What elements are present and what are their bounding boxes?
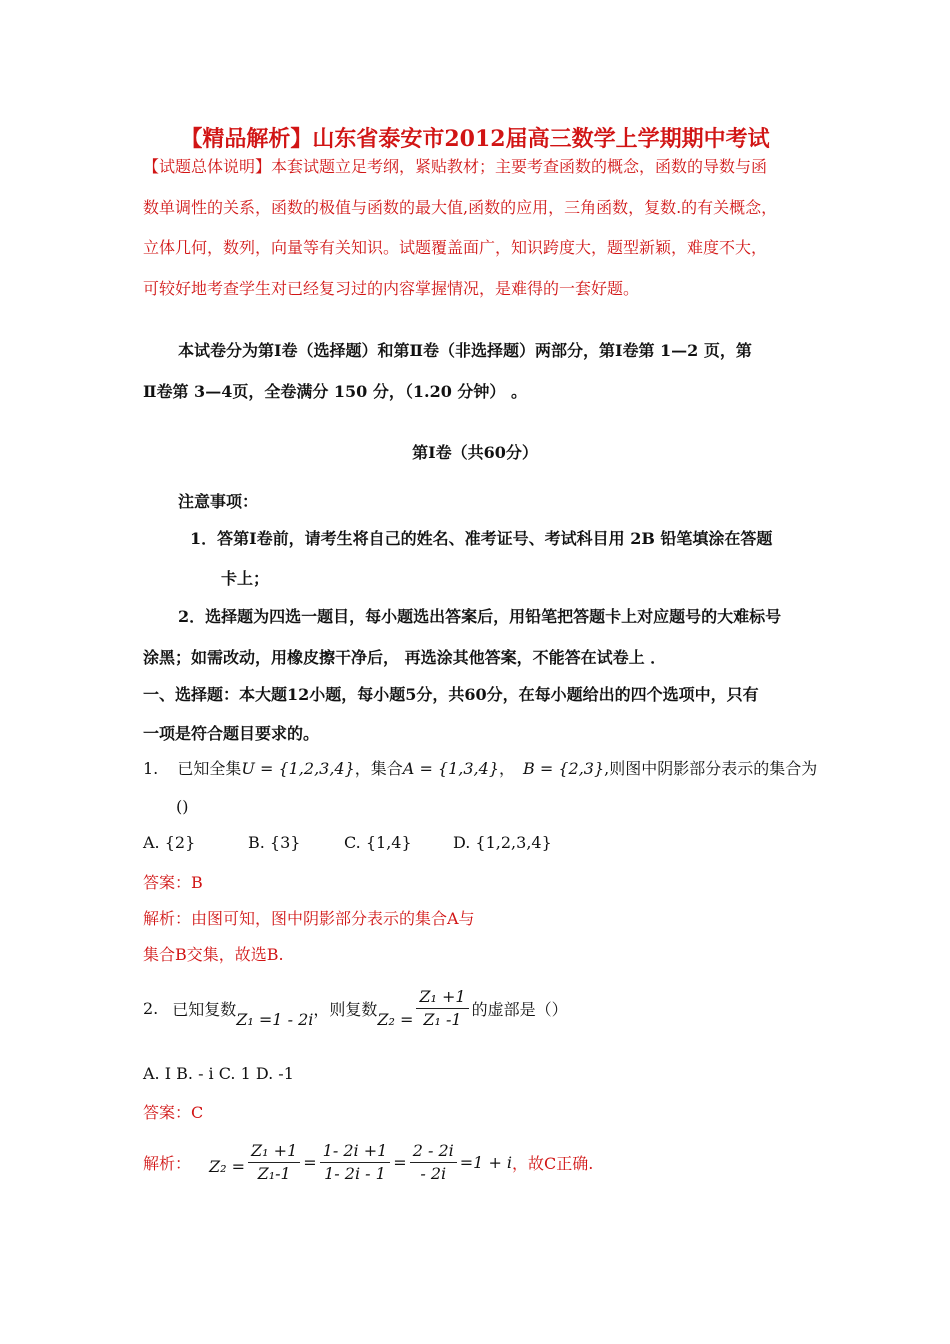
- z2-numerator: Z₁ +1: [416, 986, 468, 1009]
- q1-option-a: A. {2}: [143, 833, 196, 852]
- intro-line-2: 数单调性的关系，函数的极值与函数的最大值,函数的应用，三角函数，复数.的有关概念，: [143, 198, 778, 217]
- exam-desc-line-2: Ⅱ卷第 3—4页，全卷满分 150 分，（1.20 分钟） 。: [143, 382, 527, 401]
- intro-line-3: 立体几何，数列，向量等有关知识。试题覆盖面广，知识跨度大，题型新颖，难度不大，: [143, 238, 768, 257]
- part1-heading-cont: 一项是符合题目要求的。: [143, 724, 320, 743]
- solution-conclusion: ，故C正确.: [512, 1154, 594, 1173]
- document-title: 【精品解析】山东省泰安市2012届高三数学上学期期中考试: [180, 126, 770, 152]
- question-number: 1.: [143, 759, 159, 778]
- q1-analysis-line-1: 解析：由图可知，图中阴影部分表示的集合A与: [143, 909, 475, 928]
- section-heading: 第Ⅰ卷（共60分）: [412, 443, 538, 462]
- q2-solution: 解析： Z₂ = $\frac{\text{Z₁ +1}}{\text{Z₁-1}}$ = $\frac{1- 2i +1}{1- 2i - 1}$ = $\frac{2 - 2i}{- 2i}$ =1 + i ，故C正确.: [143, 1141, 594, 1183]
- q2-options: A. I B. - i C. 1 D. -1: [143, 1064, 294, 1083]
- set-b-expression: B = {2,3}: [523, 759, 605, 778]
- question-text: ,则图中阴影部分表示的集合为: [604, 759, 818, 778]
- notes-item-2: 2．选择题为四选一题目，每小题选出答案后，用铅笔把答题卡上对应题号的大难标号: [178, 607, 782, 626]
- question-text: ，集合: [354, 759, 403, 778]
- solution-fraction-2: [320, 1140, 391, 1185]
- solution-fraction-3: [410, 1140, 457, 1185]
- z2-lhs: Z₂ =: [377, 1010, 414, 1029]
- q2-analysis-label: 解析：: [143, 1154, 192, 1173]
- solution-fraction-1: [248, 1140, 300, 1185]
- q1-analysis-line-2: 集合B交集，故选B.: [143, 945, 284, 964]
- notes-heading: 注意事项：: [178, 492, 259, 511]
- question-2-stem: [143, 986, 568, 1031]
- part1-heading: 一、选择题：本大题12小题，每小题5分，共60分，在每小题给出的四个选项中，只有: [143, 685, 759, 704]
- notes-item-1: 1．答第Ⅰ卷前，请考生将自己的姓名、准考证号、考试科目用 2B 铅笔填涂在答题: [190, 529, 773, 548]
- fraction-denominator: Z₁-1: [257, 1164, 291, 1183]
- q1-option-d: D. {1,2,3,4}: [453, 833, 552, 852]
- question-text: 已知全集: [177, 759, 242, 778]
- fraction-denominator: 1- 2i - 1: [324, 1164, 386, 1183]
- exam-desc-line-1: 本试卷分为第Ⅰ卷（选择题）和第Ⅱ卷（非选择题）两部分，第Ⅰ卷第 1—2 页，第: [178, 341, 752, 360]
- solution-result: =1 + i: [459, 1153, 513, 1172]
- question-number: 2.: [143, 999, 159, 1018]
- q1-answer: 答案：B: [143, 873, 203, 892]
- z1-expression: Z₁ =1 - 2i: [236, 1010, 314, 1029]
- set-a-expression: A = {1,3,4}: [402, 759, 499, 778]
- fraction-numerator: Z₁ +1: [248, 1140, 300, 1163]
- z2-denominator: Z₁ -1: [423, 1010, 462, 1029]
- question-text: 的虚部是（）: [471, 1000, 568, 1019]
- notes-item-2-cont: 涂黑；如需改动，用橡皮擦干净后， 再选涂其他答案，不能答在试卷上 ．: [143, 648, 667, 667]
- notes-item-1-cont: 卡上；: [221, 569, 270, 588]
- intro-line-4: 可较好地考查学生对已经复习过的内容掌握情况，是难得的一套好题。: [143, 279, 640, 298]
- question-text: ，则复数: [313, 1000, 378, 1019]
- question-text: 已知复数: [172, 1000, 237, 1019]
- set-u-expression: U = {1,2,3,4}: [241, 759, 355, 778]
- q2-answer: 答案：C: [143, 1103, 204, 1122]
- fraction-numerator: 1- 2i +1: [320, 1140, 391, 1163]
- fraction-denominator: - 2i: [420, 1164, 447, 1183]
- fraction-numerator: 2 - 2i: [410, 1140, 457, 1163]
- question-text: ，: [499, 759, 516, 778]
- z2-fraction: [416, 986, 468, 1031]
- solution-lhs: Z₂ =: [209, 1157, 246, 1176]
- intro-line-1: 【试题总体说明】本套试题立足考纲，紧贴教材；主要考查函数的概念，函数的导数与函: [143, 157, 768, 176]
- q1-option-b: B. {3}: [248, 833, 301, 852]
- question-1-stem: [143, 756, 817, 779]
- question-1-paren: (): [176, 797, 189, 816]
- q1-option-c: C. {1,4}: [344, 833, 412, 852]
